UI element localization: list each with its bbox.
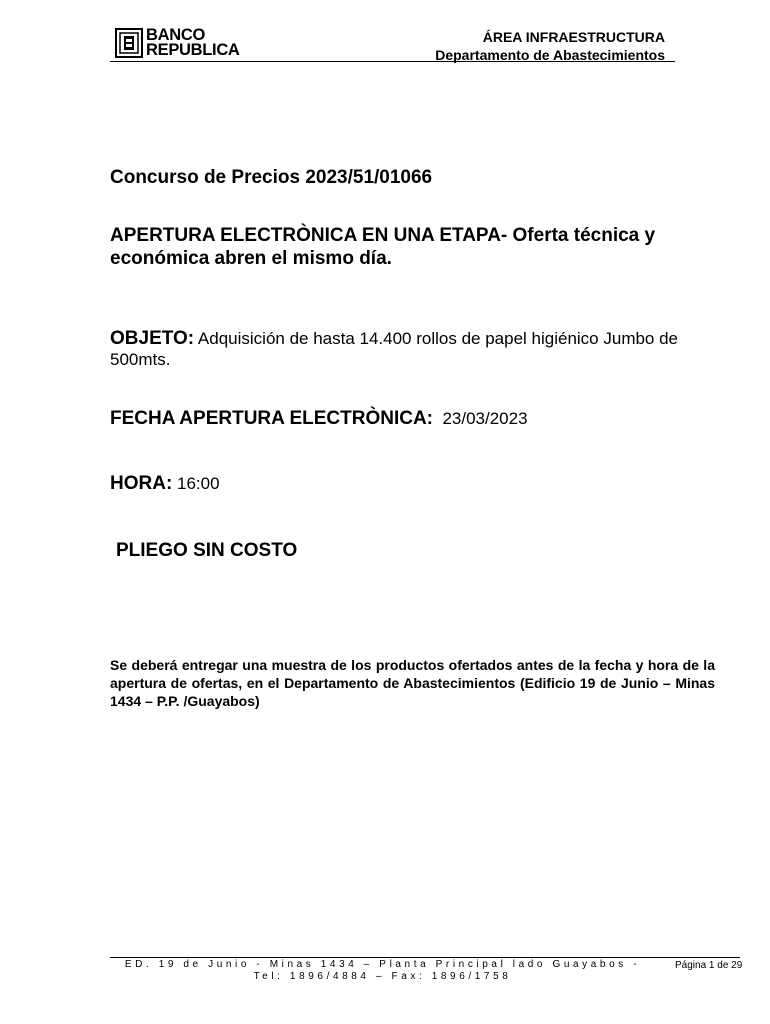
fecha-label: FECHA APERTURA ELECTRÒNICA: xyxy=(110,408,433,429)
concurso-block xyxy=(110,166,715,189)
hora-block xyxy=(110,473,715,494)
fecha-block xyxy=(110,408,715,429)
concurso-title: Concurso de Precios 2023/51/01066 xyxy=(110,167,433,188)
objeto-block xyxy=(110,328,715,370)
hora-value: 16:00 xyxy=(177,474,220,493)
page-number: Página 1 de 29 xyxy=(675,960,743,971)
objeto-text: Adquisición de hasta 14.400 rollos de papel higiénico Jumbo de 500mts. xyxy=(110,329,679,369)
note-block xyxy=(110,656,715,710)
footer-divider xyxy=(110,957,740,958)
logo-line-2: REPUBLICA xyxy=(146,41,240,59)
pliego-block xyxy=(116,539,721,562)
hora-paragraph xyxy=(110,473,715,494)
bank-emblem-icon xyxy=(115,28,143,58)
objeto-label: OBJETO: xyxy=(110,328,195,349)
header-divider xyxy=(110,61,675,62)
apertura-block xyxy=(110,224,715,270)
footer-address-line-2: Tel: 1896/4884 – Fax: 1896/1758 xyxy=(253,971,512,982)
logo-line-1: BANCO xyxy=(146,26,205,44)
header-department: Departamento de Abastecimientos xyxy=(435,47,665,63)
hora-label: HORA: xyxy=(110,473,173,494)
objeto-paragraph xyxy=(110,328,715,370)
pliego-text: PLIEGO SIN COSTO xyxy=(116,540,298,561)
fecha-paragraph xyxy=(110,408,715,429)
bank-logo xyxy=(115,28,240,58)
footer-address xyxy=(110,959,655,983)
fecha-value: 23/03/2023 xyxy=(442,409,528,428)
header-area: ÁREA INFRAESTRUCTURA xyxy=(482,29,665,45)
footer-address-line-1: ED. 19 de Junio - Minas 1434 – Planta Principal lado Guayabos - xyxy=(124,959,641,970)
apertura-title: APERTURA ELECTRÒNICA EN UNA ETAPA- Oferta técnica y económica abren el mismo día. xyxy=(110,225,656,269)
sample-delivery-note: Se deberá entregar una muestra de los productos ofertados antes de la fecha y hora de la apertura de ofertas, en el Departamento de Abastecimientos (Edificio 19 de Junio – Minas 1434 – P.P. /Guayabos) xyxy=(110,657,715,709)
header-department-block xyxy=(435,28,665,64)
